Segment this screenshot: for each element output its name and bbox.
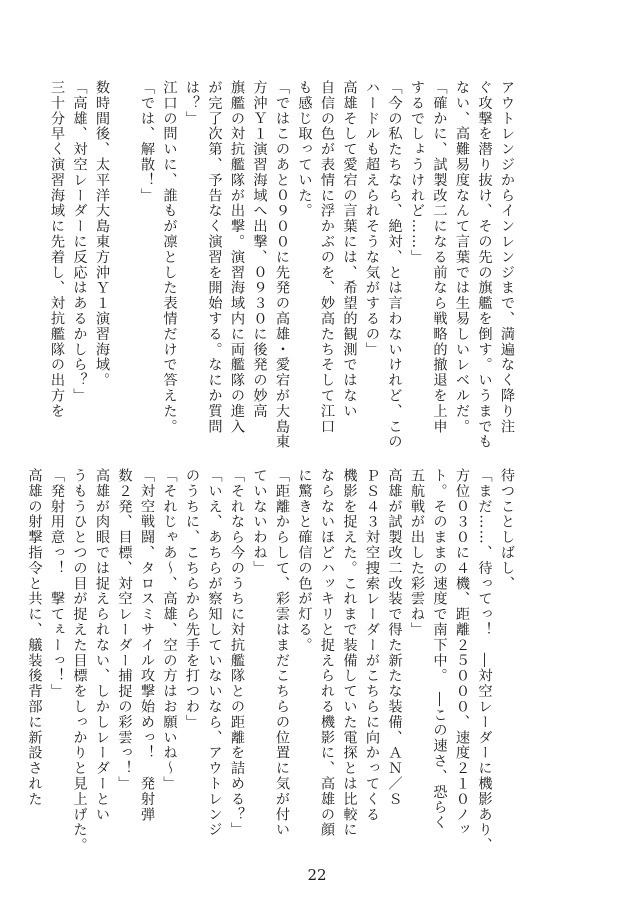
text-line: [113, 80, 136, 452]
text-line: 高雄そして愛宕の言葉には、希望的観測ではない: [341, 80, 358, 419]
text-line: 「まだ……、待ってっ！ ―対空レーダーに機影あり、: [476, 468, 493, 853]
text-line: 高雄が肉眼では捉えられない、しかしレーダーとい: [94, 468, 110, 823]
text-line: 「高雄、対空レーダーに反応はあるかしら？」: [71, 80, 88, 404]
text-block-lower: [23, 468, 518, 853]
text-line: 方位０３０に４機、距離２５０００、速度２１０ノッ: [454, 468, 470, 838]
text-line: ていないわね」: [251, 468, 268, 576]
text-line: うもうひとつの目が捉えた目標をしっかりと見上げた。: [71, 468, 88, 853]
text-line: 「今の私たちなら、絶対、とは言わないけれど、この: [386, 80, 403, 450]
text-line: 高雄が試製改二改装で得た新たな装備、ＡＮ／Ｓ: [386, 468, 403, 807]
text-line: 「それじゃあ～、高雄、空の方はお願いね～」: [161, 468, 178, 792]
page-number: 22: [307, 866, 327, 884]
text-line: ハードルも超えられそうな気がするの」: [364, 80, 380, 358]
text-block-upper: [46, 80, 519, 452]
text-line: 「いえ、あちらが察知していないなら、アウトレンジ: [206, 468, 223, 838]
text-line: のうちに、こちらから先手を打つわ」: [184, 468, 200, 730]
text-line: ト。そのままの速度で南下中。 ―この速さ、恐らく: [431, 468, 448, 831]
text-line: 方沖Ｙ１演習海域へ出撃、０９３０に後発の妙高: [251, 80, 268, 419]
text-line: が完了次第、予告なく演習を開始する。なにか質問: [206, 80, 223, 435]
text-line: ならないほどハッキリと捉えられる機影に、高雄の顔: [319, 468, 335, 838]
text-line: も感じ取っていた。: [296, 80, 313, 219]
text-line: 旗艦の対抗艦隊が出撃。演習海域内に両艦隊の進入: [229, 80, 245, 435]
text-line: 数２発、目標、対空レーダー捕捉の彩雲っ！」: [116, 468, 133, 792]
text-line: 「ではこのあと０９００に先発の高雄・愛宕が大島東: [274, 80, 290, 450]
text-line: 機影を捉えた。これまで装備していた電探とは比較に: [341, 468, 358, 838]
text-line: ぐ攻撃を潜り抜け、その先の旗艦を倒す。いうまでも: [476, 80, 493, 450]
text-line: 「距離からして、彩雲はまだこちらの位置に気が付い: [274, 468, 290, 838]
text-line: 高雄の射撃指令と共に、艤装後背部に新設された: [26, 468, 43, 807]
text-line: 江口の問いに、誰もが凛とした表情だけで答えた。: [161, 80, 178, 435]
text-line: 三十分早く演習海域に先着し、対抗艦隊の出方を: [49, 80, 65, 419]
text-line: 五航戦が出した彩雲ね」: [409, 468, 425, 638]
text-line: アウトレンジからインレンジまで、満遍なく降り注: [499, 80, 515, 435]
text-line: 自信の色が表情に浮かぶのを、妙高たちそして江口: [319, 80, 335, 435]
text-line: 「対空戦闘、タロスミサイル攻撃始めっ！ 発射弾: [139, 468, 155, 823]
text-line: ない、高難易度なんて言葉では生易しいレベルだ。: [454, 80, 470, 435]
text-line: 「では、解散！」: [139, 80, 155, 204]
text-line: 「確かに、試製改二になる前なら戦略的撤退を上申: [431, 80, 448, 435]
text-line: ＰＳ４３対空捜索レーダーがこちらに向かってくる: [364, 468, 380, 823]
text-line: 「それなら今のうちに対抗艦隊との距離を詰める？」: [229, 468, 245, 838]
text-line: に驚きと確信の色が灯る。: [296, 468, 313, 653]
text-line: 「発射用意っ！ 撃てぇーっ！」: [49, 468, 65, 699]
text-line: は？」: [184, 80, 200, 127]
text-line: 待つことしばし、: [499, 468, 515, 592]
text-line: するでしょうけれど……」: [409, 80, 425, 265]
text-line: 数時間後、太平洋大島東方沖Ｙ１演習海域。: [94, 80, 110, 388]
